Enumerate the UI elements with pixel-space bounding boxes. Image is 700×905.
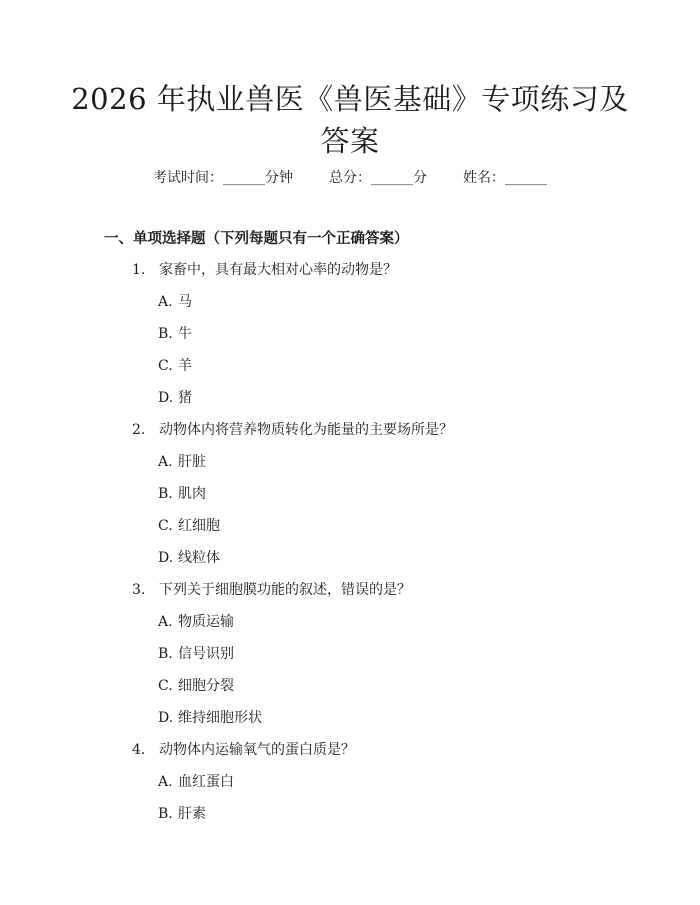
option-letter: C. xyxy=(158,518,173,534)
total-score-field: 总分：______分 xyxy=(329,170,427,186)
option-letter: D. xyxy=(158,710,174,726)
option-text: 信号识别 xyxy=(178,646,234,662)
question-item xyxy=(0,260,700,292)
option-item xyxy=(0,644,700,676)
option-item xyxy=(0,388,700,420)
question-item xyxy=(0,420,700,452)
option-text: 肝脏 xyxy=(178,454,206,470)
option-item xyxy=(0,516,700,548)
option-item xyxy=(0,324,700,356)
option-item xyxy=(0,484,700,516)
question-item xyxy=(0,580,700,612)
question-text: 家畜中，具有最大相对心率的动物是？ xyxy=(159,262,397,278)
option-text: 维持细胞形状 xyxy=(178,710,262,726)
option-letter: A. xyxy=(158,614,173,630)
question-text: 动物体内运输氧气的蛋白质是？ xyxy=(159,742,355,758)
option-letter: B. xyxy=(158,486,173,502)
option-letter: C. xyxy=(158,358,173,374)
question-item xyxy=(0,740,700,772)
option-letter: B. xyxy=(158,326,173,342)
option-text: 红细胞 xyxy=(178,518,220,534)
page-title: 2026 年执业兽医《兽医基础》专项练习及答案 xyxy=(71,82,629,158)
option-item xyxy=(0,292,700,324)
option-letter: D. xyxy=(158,390,174,406)
option-text: 马 xyxy=(178,294,192,310)
option-item xyxy=(0,676,700,708)
option-item xyxy=(0,356,700,388)
option-letter: C. xyxy=(158,678,173,694)
option-item xyxy=(0,548,700,580)
section-heading: 一、单项选择题（下列每题只有一个正确答案） xyxy=(104,230,409,247)
option-text: 羊 xyxy=(178,358,192,374)
question-text: 动物体内将营养物质转化为能量的主要场所是？ xyxy=(159,422,453,438)
option-item xyxy=(0,772,700,804)
question-number: 1. xyxy=(132,262,146,278)
option-text: 细胞分裂 xyxy=(178,678,234,694)
question-number: 4. xyxy=(132,742,146,758)
option-text: 肝素 xyxy=(178,806,206,822)
exam-time-field: 考试时间：______分钟 xyxy=(153,170,293,186)
option-text: 牛 xyxy=(178,326,192,342)
question-list xyxy=(0,260,700,836)
option-item xyxy=(0,708,700,740)
option-text: 血红蛋白 xyxy=(178,774,234,790)
option-letter: D. xyxy=(158,550,174,566)
option-text: 肌肉 xyxy=(178,486,206,502)
option-letter: B. xyxy=(158,646,173,662)
option-letter: A. xyxy=(158,454,173,470)
question-number: 3. xyxy=(132,582,146,598)
option-item xyxy=(0,612,700,644)
question-text: 下列关于细胞膜功能的叙述，错误的是？ xyxy=(159,582,411,598)
student-name-field: 姓名：______ xyxy=(463,170,547,186)
option-letter: A. xyxy=(158,294,173,310)
exam-meta xyxy=(0,168,700,188)
option-text: 物质运输 xyxy=(178,614,234,630)
option-text: 猪 xyxy=(178,390,192,406)
option-letter: B. xyxy=(158,806,173,822)
option-letter: A. xyxy=(158,774,173,790)
option-item xyxy=(0,804,700,836)
option-item xyxy=(0,452,700,484)
option-text: 线粒体 xyxy=(178,550,220,566)
question-number: 2. xyxy=(132,422,146,438)
